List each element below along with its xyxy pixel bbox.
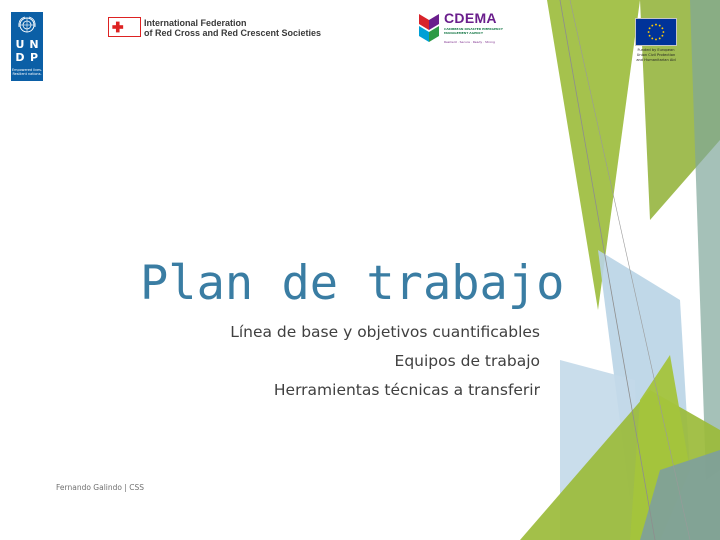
eu-flag-icon bbox=[635, 18, 677, 46]
cdema-mark-icon bbox=[417, 10, 441, 44]
eu-logo bbox=[634, 18, 678, 70]
undp-letter: N bbox=[29, 38, 39, 51]
cdema-logo bbox=[417, 10, 507, 48]
ifrc-name bbox=[144, 18, 321, 38]
bullet-item: Equipos de trabajo bbox=[394, 352, 540, 370]
un-emblem-icon bbox=[17, 15, 37, 35]
bullet-item: Herramientas técnicas a transferir bbox=[273, 381, 540, 399]
undp-letters bbox=[13, 38, 41, 64]
red-cross-crescent-icon bbox=[108, 17, 141, 37]
slide-title: Plan de trabajo bbox=[140, 256, 565, 311]
ifrc-logo bbox=[108, 17, 338, 41]
bullet-list bbox=[150, 318, 540, 405]
undp-logo bbox=[11, 12, 43, 81]
undp-tagline: Empowered lives. Resilient nations. bbox=[12, 68, 42, 76]
ifrc-line1: International Federation bbox=[144, 18, 247, 28]
slide-footer: Fernando Galindo | CSS bbox=[56, 483, 145, 492]
undp-letter: U bbox=[15, 38, 25, 51]
cdema-motto: Resilient · Secure · Ready · Strong bbox=[444, 40, 495, 44]
ifrc-line2: of Red Cross and Red Crescent Societies bbox=[144, 28, 322, 38]
cdema-name: CDEMA bbox=[444, 10, 497, 26]
bullet-item: Línea de base y objetivos cuantificables bbox=[230, 323, 540, 341]
cdema-subtitle: CARIBBEAN DISASTER EMERGENCY MANAGEMENT AGENCY bbox=[444, 27, 503, 35]
undp-letter: D bbox=[15, 51, 25, 64]
undp-letter: P bbox=[29, 51, 39, 64]
facet-teal-strip bbox=[690, 0, 720, 480]
eu-caption: Funded by European Union Civil Protection and Humanitarian Aid bbox=[636, 48, 676, 62]
